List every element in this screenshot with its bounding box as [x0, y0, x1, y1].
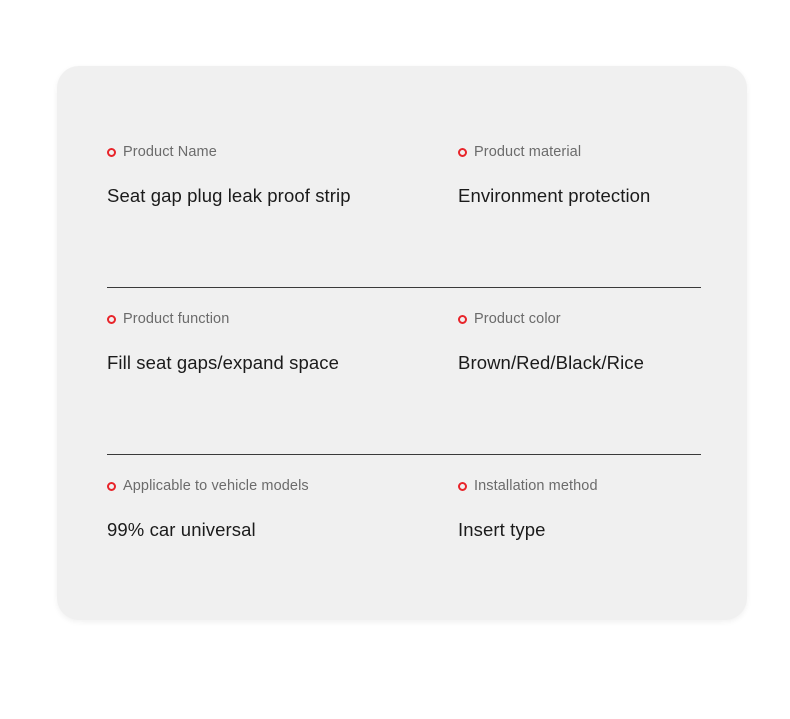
- spec-cell-product-name: [107, 121, 404, 288]
- spec-cell-installation-method: [404, 455, 701, 622]
- circle-bullet-icon: [107, 315, 116, 324]
- circle-bullet-icon: [107, 148, 116, 157]
- circle-bullet-icon: [458, 315, 467, 324]
- spec-row-1: [107, 121, 701, 288]
- spec-value: Environment protection: [458, 185, 651, 206]
- spec-cell-product-function: [107, 288, 404, 455]
- spec-label-line: [107, 477, 404, 495]
- spec-label: Installation method: [474, 478, 598, 494]
- spec-label: Product Name: [123, 144, 217, 160]
- spec-label-line: [107, 143, 404, 161]
- product-spec-card: [57, 66, 747, 620]
- spec-value: 99% car universal: [107, 519, 256, 540]
- spec-cell-applicable-models: [107, 455, 404, 622]
- circle-bullet-icon: [458, 148, 467, 157]
- spec-label: Product material: [474, 144, 582, 160]
- spec-label-line: [107, 310, 404, 328]
- spec-label-line: [458, 477, 701, 495]
- spec-label-line: [458, 310, 701, 328]
- spec-cell-product-material: [404, 121, 701, 288]
- spec-cell-product-color: [404, 288, 701, 455]
- circle-bullet-icon: [458, 482, 467, 491]
- circle-bullet-icon: [107, 482, 116, 491]
- spec-label: Product function: [123, 311, 230, 327]
- spec-grid: [107, 121, 701, 574]
- spec-label: Applicable to vehicle models: [123, 478, 309, 494]
- spec-value: Insert type: [458, 519, 546, 540]
- spec-label-line: [458, 143, 701, 161]
- spec-label: Product color: [474, 311, 561, 327]
- spec-row-3: [107, 455, 701, 622]
- spec-value: Seat gap plug leak proof strip: [107, 185, 351, 206]
- spec-value: Fill seat gaps/expand space: [107, 352, 340, 373]
- spec-value: Brown/Red/Black/Rice: [458, 352, 645, 373]
- spec-row-2: [107, 288, 701, 455]
